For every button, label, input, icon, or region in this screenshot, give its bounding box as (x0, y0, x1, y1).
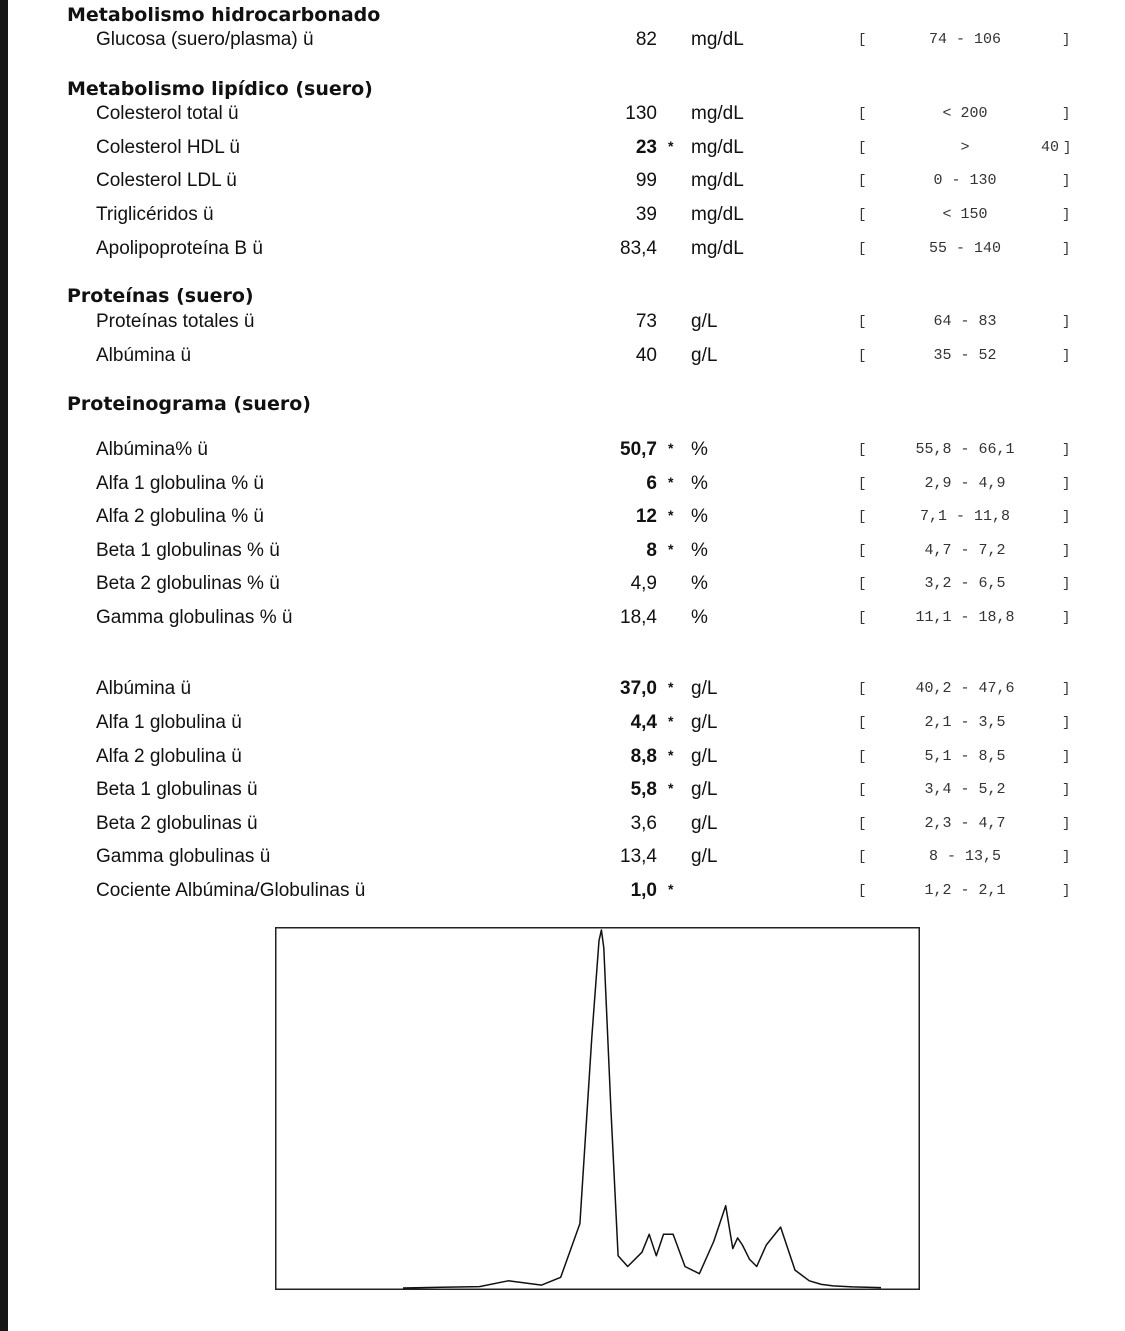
result-unit: mg/dL (691, 137, 744, 158)
test-name: Alfa 1 globulina ü (96, 712, 242, 733)
result-row (0, 438, 1125, 462)
test-name: Albúmina ü (96, 678, 192, 699)
result-unit: % (691, 607, 708, 628)
result-value: 6 (646, 473, 657, 494)
abnormal-flag: * (668, 713, 674, 729)
test-name: Beta 2 globulinas % ü (96, 573, 280, 594)
section-title-proteinograma: Proteinograma (suero) (67, 393, 311, 415)
result-row (0, 572, 1125, 596)
test-name: Albúmina ü (96, 345, 192, 366)
result-row (0, 879, 1125, 903)
abnormal-flag: * (668, 541, 674, 557)
reference-bracket-open: [ (858, 140, 867, 156)
result-unit: g/L (691, 712, 718, 733)
reference-bracket-close: ] (1062, 576, 1071, 592)
test-name: Beta 2 globulinas ü (96, 813, 258, 834)
reference-range: 55,8 - 66,1 (915, 441, 1015, 458)
reference-range: 2,9 - 4,9 (924, 475, 1006, 492)
abnormal-flag: * (668, 780, 674, 796)
reference-bracket-close: ] (1062, 348, 1071, 364)
test-name: Gamma globulinas ü (96, 846, 271, 867)
result-unit: % (691, 573, 708, 594)
reference-bracket-open: [ (858, 509, 867, 525)
left-border-strip (0, 0, 8, 1331)
result-row (0, 711, 1125, 735)
result-row (0, 28, 1125, 52)
reference-bracket-close: ] (1062, 476, 1071, 492)
abnormal-flag: * (668, 507, 674, 523)
reference-bracket-open: [ (858, 883, 867, 899)
reference-range: 64 - 83 (933, 313, 997, 330)
test-name: Beta 1 globulinas ü (96, 779, 258, 800)
reference-bracket-open: [ (858, 173, 867, 189)
result-value: 8 (646, 540, 657, 561)
result-unit: mg/dL (691, 103, 744, 124)
reference-bracket-open: [ (858, 348, 867, 364)
reference-bracket-open: [ (858, 32, 867, 48)
test-name: Alfa 2 globulina ü (96, 746, 242, 767)
result-unit: mg/dL (691, 238, 744, 259)
result-unit: g/L (691, 813, 718, 834)
result-row (0, 845, 1125, 869)
result-row (0, 237, 1125, 261)
section-title-proteinas: Proteínas (suero) (67, 285, 254, 307)
reference-bracket-open: [ (858, 576, 867, 592)
abnormal-flag: * (668, 474, 674, 490)
result-row (0, 310, 1125, 334)
reference-bracket-close: ] (1062, 610, 1071, 626)
result-unit: % (691, 540, 708, 561)
reference-range: 2,1 - 3,5 (924, 714, 1006, 731)
reference-bracket-open: [ (858, 442, 867, 458)
reference-range: 3,4 - 5,2 (924, 781, 1006, 798)
test-name: Cociente Albúmina/Globulinas ü (96, 880, 366, 901)
reference-bracket-open: [ (858, 241, 867, 257)
result-value: 130 (625, 103, 657, 124)
result-row (0, 472, 1125, 496)
abnormal-flag: * (668, 747, 674, 763)
reference-range: 4,7 - 7,2 (924, 542, 1006, 559)
reference-bracket-open: [ (858, 476, 867, 492)
reference-bracket-close: ] (1062, 509, 1071, 525)
result-value: 12 (635, 506, 657, 527)
reference-bracket-open: [ (858, 715, 867, 731)
result-row (0, 745, 1125, 769)
result-value: 4,9 (630, 573, 657, 594)
result-value: 40 (635, 345, 657, 366)
reference-range: 11,1 - 18,8 (915, 609, 1015, 626)
test-name: Colesterol total ü (96, 103, 239, 124)
result-unit: g/L (691, 678, 718, 699)
result-unit: g/L (691, 746, 718, 767)
test-name: Glucosa (suero/plasma) ü (96, 29, 314, 50)
result-row (0, 505, 1125, 529)
result-unit: g/L (691, 311, 718, 332)
result-row (0, 778, 1125, 802)
reference-range: 7,1 - 11,8 (919, 508, 1010, 525)
reference-bracket-close: ] (1062, 849, 1071, 865)
test-name: Triglicéridos ü (96, 204, 214, 225)
reference-bracket-close: ] (1062, 715, 1071, 731)
result-unit: % (691, 439, 708, 460)
reference-bracket-close: ] (1062, 32, 1071, 48)
reference-bracket-open: [ (858, 681, 867, 697)
result-row (0, 606, 1125, 630)
reference-bracket-close: ] (1062, 681, 1071, 697)
reference-bracket-close: ] (1062, 782, 1071, 798)
abnormal-flag: * (668, 881, 674, 897)
abnormal-flag: * (668, 679, 674, 695)
test-name: Albúmina% ü (96, 439, 208, 460)
reference-range: 1,2 - 2,1 (924, 882, 1006, 899)
reference-bracket-close: ] (1063, 140, 1072, 156)
result-unit: mg/dL (691, 170, 744, 191)
reference-bracket-close: ] (1062, 749, 1071, 765)
reference-bracket-open: [ (858, 207, 867, 223)
test-name: Apolipoproteína B ü (96, 238, 263, 259)
chart-frame (276, 928, 920, 1290)
result-value: 82 (635, 29, 657, 50)
result-value: 50,7 (620, 439, 657, 460)
result-row (0, 102, 1125, 126)
reference-range: 3,2 - 6,5 (924, 575, 1006, 592)
test-name: Colesterol LDL ü (96, 170, 237, 191)
result-value: 1,0 (630, 880, 657, 901)
reference-bracket-open: [ (858, 543, 867, 559)
reference-range: 40,2 - 47,6 (915, 680, 1015, 697)
result-row (0, 812, 1125, 836)
reference-range: 35 - 52 (933, 347, 997, 364)
reference-bracket-close: ] (1062, 816, 1071, 832)
result-row (0, 136, 1125, 160)
result-value: 73 (635, 311, 657, 332)
reference-bracket-close: ] (1062, 173, 1071, 189)
reference-bracket-close: ] (1062, 314, 1071, 330)
reference-bracket-close: ] (1062, 207, 1071, 223)
reference-range: 5,1 - 8,5 (924, 748, 1006, 765)
reference-range: 74 - 106 (928, 31, 1001, 48)
result-unit: % (691, 473, 708, 494)
test-name: Alfa 1 globulina % ü (96, 473, 264, 494)
reference-range: 55 - 140 (928, 240, 1001, 257)
result-unit: % (691, 506, 708, 527)
test-name: Beta 1 globulinas % ü (96, 540, 280, 561)
reference-range: < 200 (942, 105, 988, 122)
electrophoresis-plot (275, 927, 920, 1290)
result-value: 4,4 (630, 712, 657, 733)
reference-bracket-close: ] (1062, 543, 1071, 559)
reference-bracket-open: [ (858, 314, 867, 330)
result-value: 18,4 (620, 607, 657, 628)
reference-bracket-open: [ (858, 849, 867, 865)
result-unit: g/L (691, 779, 718, 800)
test-name: Colesterol HDL ü (96, 137, 240, 158)
result-value: 8,8 (630, 746, 657, 767)
reference-bracket-open: [ (858, 106, 867, 122)
reference-bracket-close: ] (1062, 106, 1071, 122)
test-name: Gamma globulinas % ü (96, 607, 293, 628)
electrophoresis-chart (275, 927, 920, 1290)
reference-range: 0 - 130 (933, 172, 997, 189)
abnormal-flag: * (668, 138, 674, 154)
reference-bracket-open: [ (858, 749, 867, 765)
hdl-reference-limit: 40 (1041, 139, 1060, 156)
result-unit: g/L (691, 345, 718, 366)
result-unit: g/L (691, 846, 718, 867)
test-name: Proteínas totales ü (96, 311, 255, 332)
test-name: Alfa 2 globulina % ü (96, 506, 264, 527)
reference-bracket-open: [ (858, 782, 867, 798)
result-value: 99 (635, 170, 657, 191)
reference-range: < 150 (942, 206, 988, 223)
reference-range: > (960, 139, 970, 156)
result-row (0, 169, 1125, 193)
result-row (0, 539, 1125, 563)
reference-bracket-close: ] (1062, 883, 1071, 899)
result-unit: mg/dL (691, 204, 744, 225)
result-row (0, 344, 1125, 368)
result-value: 13,4 (620, 846, 657, 867)
result-value: 3,6 (630, 813, 657, 834)
reference-bracket-open: [ (858, 816, 867, 832)
reference-range: 8 - 13,5 (928, 848, 1001, 865)
abnormal-flag: * (668, 440, 674, 456)
reference-bracket-close: ] (1062, 442, 1071, 458)
reference-bracket-close: ] (1062, 241, 1071, 257)
result-value: 37,0 (620, 678, 657, 699)
section-title-metabolismo-lipidico: Metabolismo lipídico (suero) (67, 78, 373, 100)
result-value: 83,4 (620, 238, 657, 259)
result-value: 5,8 (630, 779, 657, 800)
reference-range: 2,3 - 4,7 (924, 815, 1006, 832)
result-row (0, 677, 1125, 701)
result-value: 23 (635, 137, 657, 158)
result-value: 39 (635, 204, 657, 225)
section-title-metabolismo-hidrocarbonado: Metabolismo hidrocarbonado (67, 4, 381, 26)
result-row (0, 203, 1125, 227)
result-unit: mg/dL (691, 29, 744, 50)
reference-bracket-open: [ (858, 610, 867, 626)
